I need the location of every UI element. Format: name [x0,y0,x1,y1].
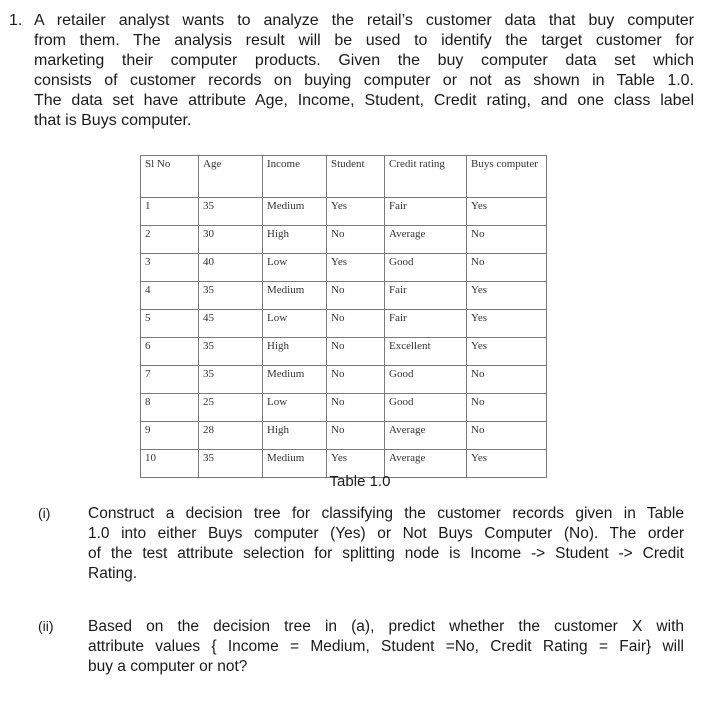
cell-credit-rating: Excellent [385,338,467,366]
cell-student: No [327,310,385,338]
header-credit-rating: Credit rating [385,156,467,198]
cell-sl-no: 9 [141,422,199,450]
cell-credit-rating: Average [385,226,467,254]
cell-student: No [327,422,385,450]
header-buys-computer: Buys computer [467,156,547,198]
table-row [141,422,547,450]
cell-sl-no: 7 [141,366,199,394]
cell-student: No [327,394,385,422]
cell-student: No [327,282,385,310]
cell-age: 30 [199,226,263,254]
cell-sl-no: 8 [141,394,199,422]
table-row [141,226,547,254]
cell-sl-no: 4 [141,282,199,310]
cell-buys-computer: Yes [467,338,547,366]
cell-sl-no: 3 [141,254,199,282]
question-line: consists of customer records on buying computer or not as shown in Table 1.0. [34,72,694,89]
part-label: (i) [38,505,51,521]
question-text [34,11,694,131]
part-line: buy a computer or not? [88,658,248,675]
question-line: The data set have attribute Age, Income, Student, Credit rating, and one class label [34,92,694,109]
question-line: from them. The analysis result will be used to identify the target customer for [34,32,694,49]
cell-age: 35 [199,282,263,310]
part-line: 1.0 into either Buys computer (Yes) or Not Buys Computer (No). The order [88,525,684,542]
cell-income: High [263,422,327,450]
cell-age: 35 [199,338,263,366]
part-line: Based on the decision tree in (a), predict whether the customer X with [88,618,684,635]
cell-income: Medium [263,198,327,226]
cell-student: Yes [327,254,385,282]
question-line: marketing their computer products. Given the buy computer data set which [34,52,694,69]
part-line: attribute values { Income = Medium, Student =No, Credit Rating = Fair} will [88,638,684,655]
cell-credit-rating: Good [385,254,467,282]
cell-buys-computer: Yes [467,310,547,338]
cell-income: Low [263,394,327,422]
table-row [141,338,547,366]
cell-buys-computer: No [467,254,547,282]
cell-age: 35 [199,450,263,478]
cell-age: 25 [199,394,263,422]
cell-buys-computer: No [467,422,547,450]
cell-buys-computer: Yes [467,198,547,226]
part-line: Rating. [88,565,138,582]
cell-credit-rating: Fair [385,198,467,226]
cell-buys-computer: Yes [467,450,547,478]
question-line: A retailer analyst wants to analyze the retail’s customer data that buy computer [34,12,694,29]
cell-sl-no: 10 [141,450,199,478]
part-line: of the test attribute selection for splitting node is Income -> Student -> Credit [88,545,684,562]
cell-credit-rating: Good [385,366,467,394]
cell-age: 28 [199,422,263,450]
cell-buys-computer: No [467,394,547,422]
cell-age: 35 [199,366,263,394]
part-label: (ii) [38,618,54,634]
cell-student: No [327,226,385,254]
table-row [141,282,547,310]
cell-buys-computer: Yes [467,282,547,310]
table-row [141,394,547,422]
table-row [141,366,547,394]
cell-credit-rating: Good [385,394,467,422]
cell-buys-computer: No [467,366,547,394]
cell-sl-no: 2 [141,226,199,254]
cell-income: Low [263,254,327,282]
question-number: 1. [9,12,23,29]
table-header-row [141,156,547,198]
cell-student: Yes [327,198,385,226]
header-income: Income [263,156,327,198]
cell-student: Yes [327,450,385,478]
cell-income: High [263,338,327,366]
data-table-container [140,155,546,478]
cell-buys-computer: No [467,226,547,254]
table-row [141,198,547,226]
table-row [141,254,547,282]
cell-age: 40 [199,254,263,282]
cell-student: No [327,366,385,394]
cell-sl-no: 5 [141,310,199,338]
cell-sl-no: 1 [141,198,199,226]
cell-credit-rating: Average [385,422,467,450]
cell-credit-rating: Average [385,450,467,478]
cell-income: Medium [263,450,327,478]
table-caption: Table 1.0 [329,473,391,490]
cell-income: Medium [263,282,327,310]
question-line: that is Buys computer. [34,112,192,129]
table-body [141,198,547,478]
cell-student: No [327,338,385,366]
header-student: Student [327,156,385,198]
cell-income: Low [263,310,327,338]
buy-computer-table [140,155,547,478]
cell-credit-rating: Fair [385,310,467,338]
part-line: Construct a decision tree for classifying the customer records given in Table [88,505,684,522]
header-sl-no: Sl No [141,156,199,198]
cell-credit-rating: Fair [385,282,467,310]
cell-age: 35 [199,198,263,226]
table-row [141,310,547,338]
part-text [88,504,684,584]
cell-age: 45 [199,310,263,338]
cell-income: High [263,226,327,254]
cell-income: Medium [263,366,327,394]
part-text [88,617,684,677]
header-age: Age [199,156,263,198]
cell-sl-no: 6 [141,338,199,366]
